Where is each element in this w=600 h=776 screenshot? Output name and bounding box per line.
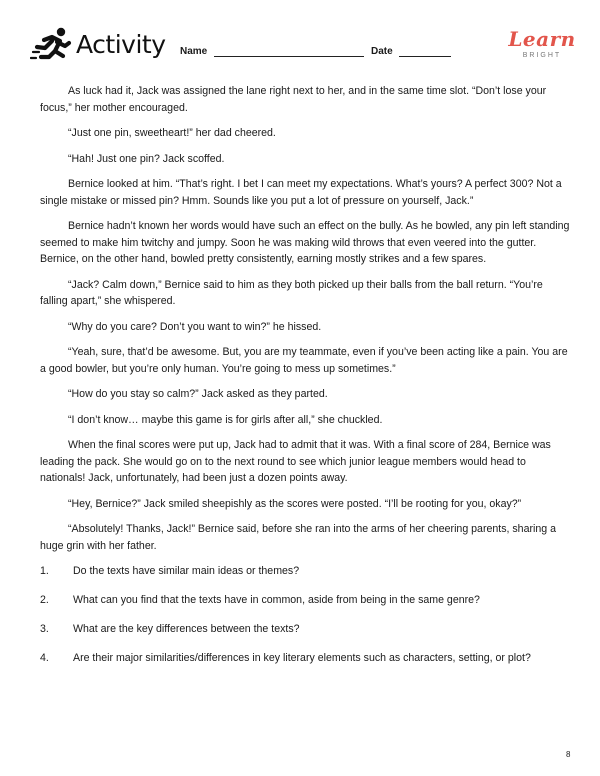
story-paragraph: Bernice hadn’t known her words would have such an effect on the bully. As he bowled, any pin left standing seemed to make him twitchy and jumpy. Soon he was making wild throws that even veered into the gutter. Bernice, on the other hand, bowled pretty consistently, earning mostly strikes and a few spares. xyxy=(40,220,570,265)
name-field-line[interactable] xyxy=(214,56,364,57)
question-text: What can you find that the texts have in common, aside from being in the same genre? xyxy=(73,594,480,606)
story-paragraph: “Just one pin, sweetheart!” her dad cheered. xyxy=(68,127,276,139)
story-paragraph: “Yeah, sure, that’d be awesome. But, you are my teammate, even if you’ve been acting like a pain. You are a good bowler, but you’re only human. You’re going to mess up sometimes.” xyxy=(40,346,568,375)
activity-title: Activity xyxy=(76,30,166,59)
question-number: 3. xyxy=(40,623,49,635)
story-paragraph: “Hah! Just one pin? Jack scoffed. xyxy=(68,152,225,165)
story-paragraph: “How do you stay so calm?” Jack asked as they parted. xyxy=(68,388,328,400)
name-label: Name xyxy=(180,46,208,57)
story-paragraph: When the final scores were put up, Jack had to admit that it was. With a final score of 284, Bernice was leading the pack. She would go on to the next round to see which junior league members would head to nationals! Jack, unfortunately, had been just a dozen points away. xyxy=(40,439,551,484)
learn-bright-logo xyxy=(504,27,580,69)
running-person-icon xyxy=(30,26,72,66)
page-header xyxy=(0,0,600,80)
story-content xyxy=(40,83,570,679)
question-item xyxy=(40,621,570,638)
date-label: Date xyxy=(371,46,393,57)
story-paragraph: Bernice looked at him. “That’s right. I bet I can meet my expectations. What’s yours? A perfect 300? Not a single mistake or missed pin? Hmm. Sounds like you put a lot of pressure on yourself, Jack.” xyxy=(40,178,562,207)
question-item xyxy=(40,563,570,580)
story-paragraph: “I don’t know… maybe this game is for girls after all,” she chuckled. xyxy=(68,413,383,426)
story-paragraph: As luck had it, Jack was assigned the lane right next to her, and in the same time slot. “Don’t lose your focus,” her mother encouraged. xyxy=(40,85,547,114)
question-number: 2. xyxy=(40,594,49,606)
page-number: 8 xyxy=(566,750,571,759)
story-paragraph: “Hey, Bernice?” Jack smiled sheepishly as the scores were posted. “I’ll be rooting for you, okay?” xyxy=(68,497,522,510)
question-item xyxy=(40,592,570,609)
question-text: What are the key differences between the texts? xyxy=(73,623,300,635)
question-number: 1. xyxy=(40,565,49,577)
story-paragraph: “Jack? Calm down,” Bernice said to him as they both picked up their balls from the ball return. “You’re falling apart,” she whispered. xyxy=(40,278,543,307)
question-list xyxy=(40,563,570,667)
date-field-line[interactable] xyxy=(399,56,451,57)
story-paragraph: “Absolutely! Thanks, Jack!” Bernice said, before she ran into the arms of her cheering parents, sharing a huge grin with her father. xyxy=(40,523,556,552)
story-paragraph: “Why do you care? Don’t you want to win?” he hissed. xyxy=(68,320,322,333)
logo-word: Learn xyxy=(508,27,576,51)
question-text: Are their major similarities/differences in key literary elements such as characters, setting, or plot? xyxy=(73,652,531,664)
question-item xyxy=(40,650,570,667)
logo-sub: BRIGHT xyxy=(522,52,562,59)
question-number: 4. xyxy=(40,652,49,664)
question-text: Do the texts have similar main ideas or themes? xyxy=(73,565,300,577)
